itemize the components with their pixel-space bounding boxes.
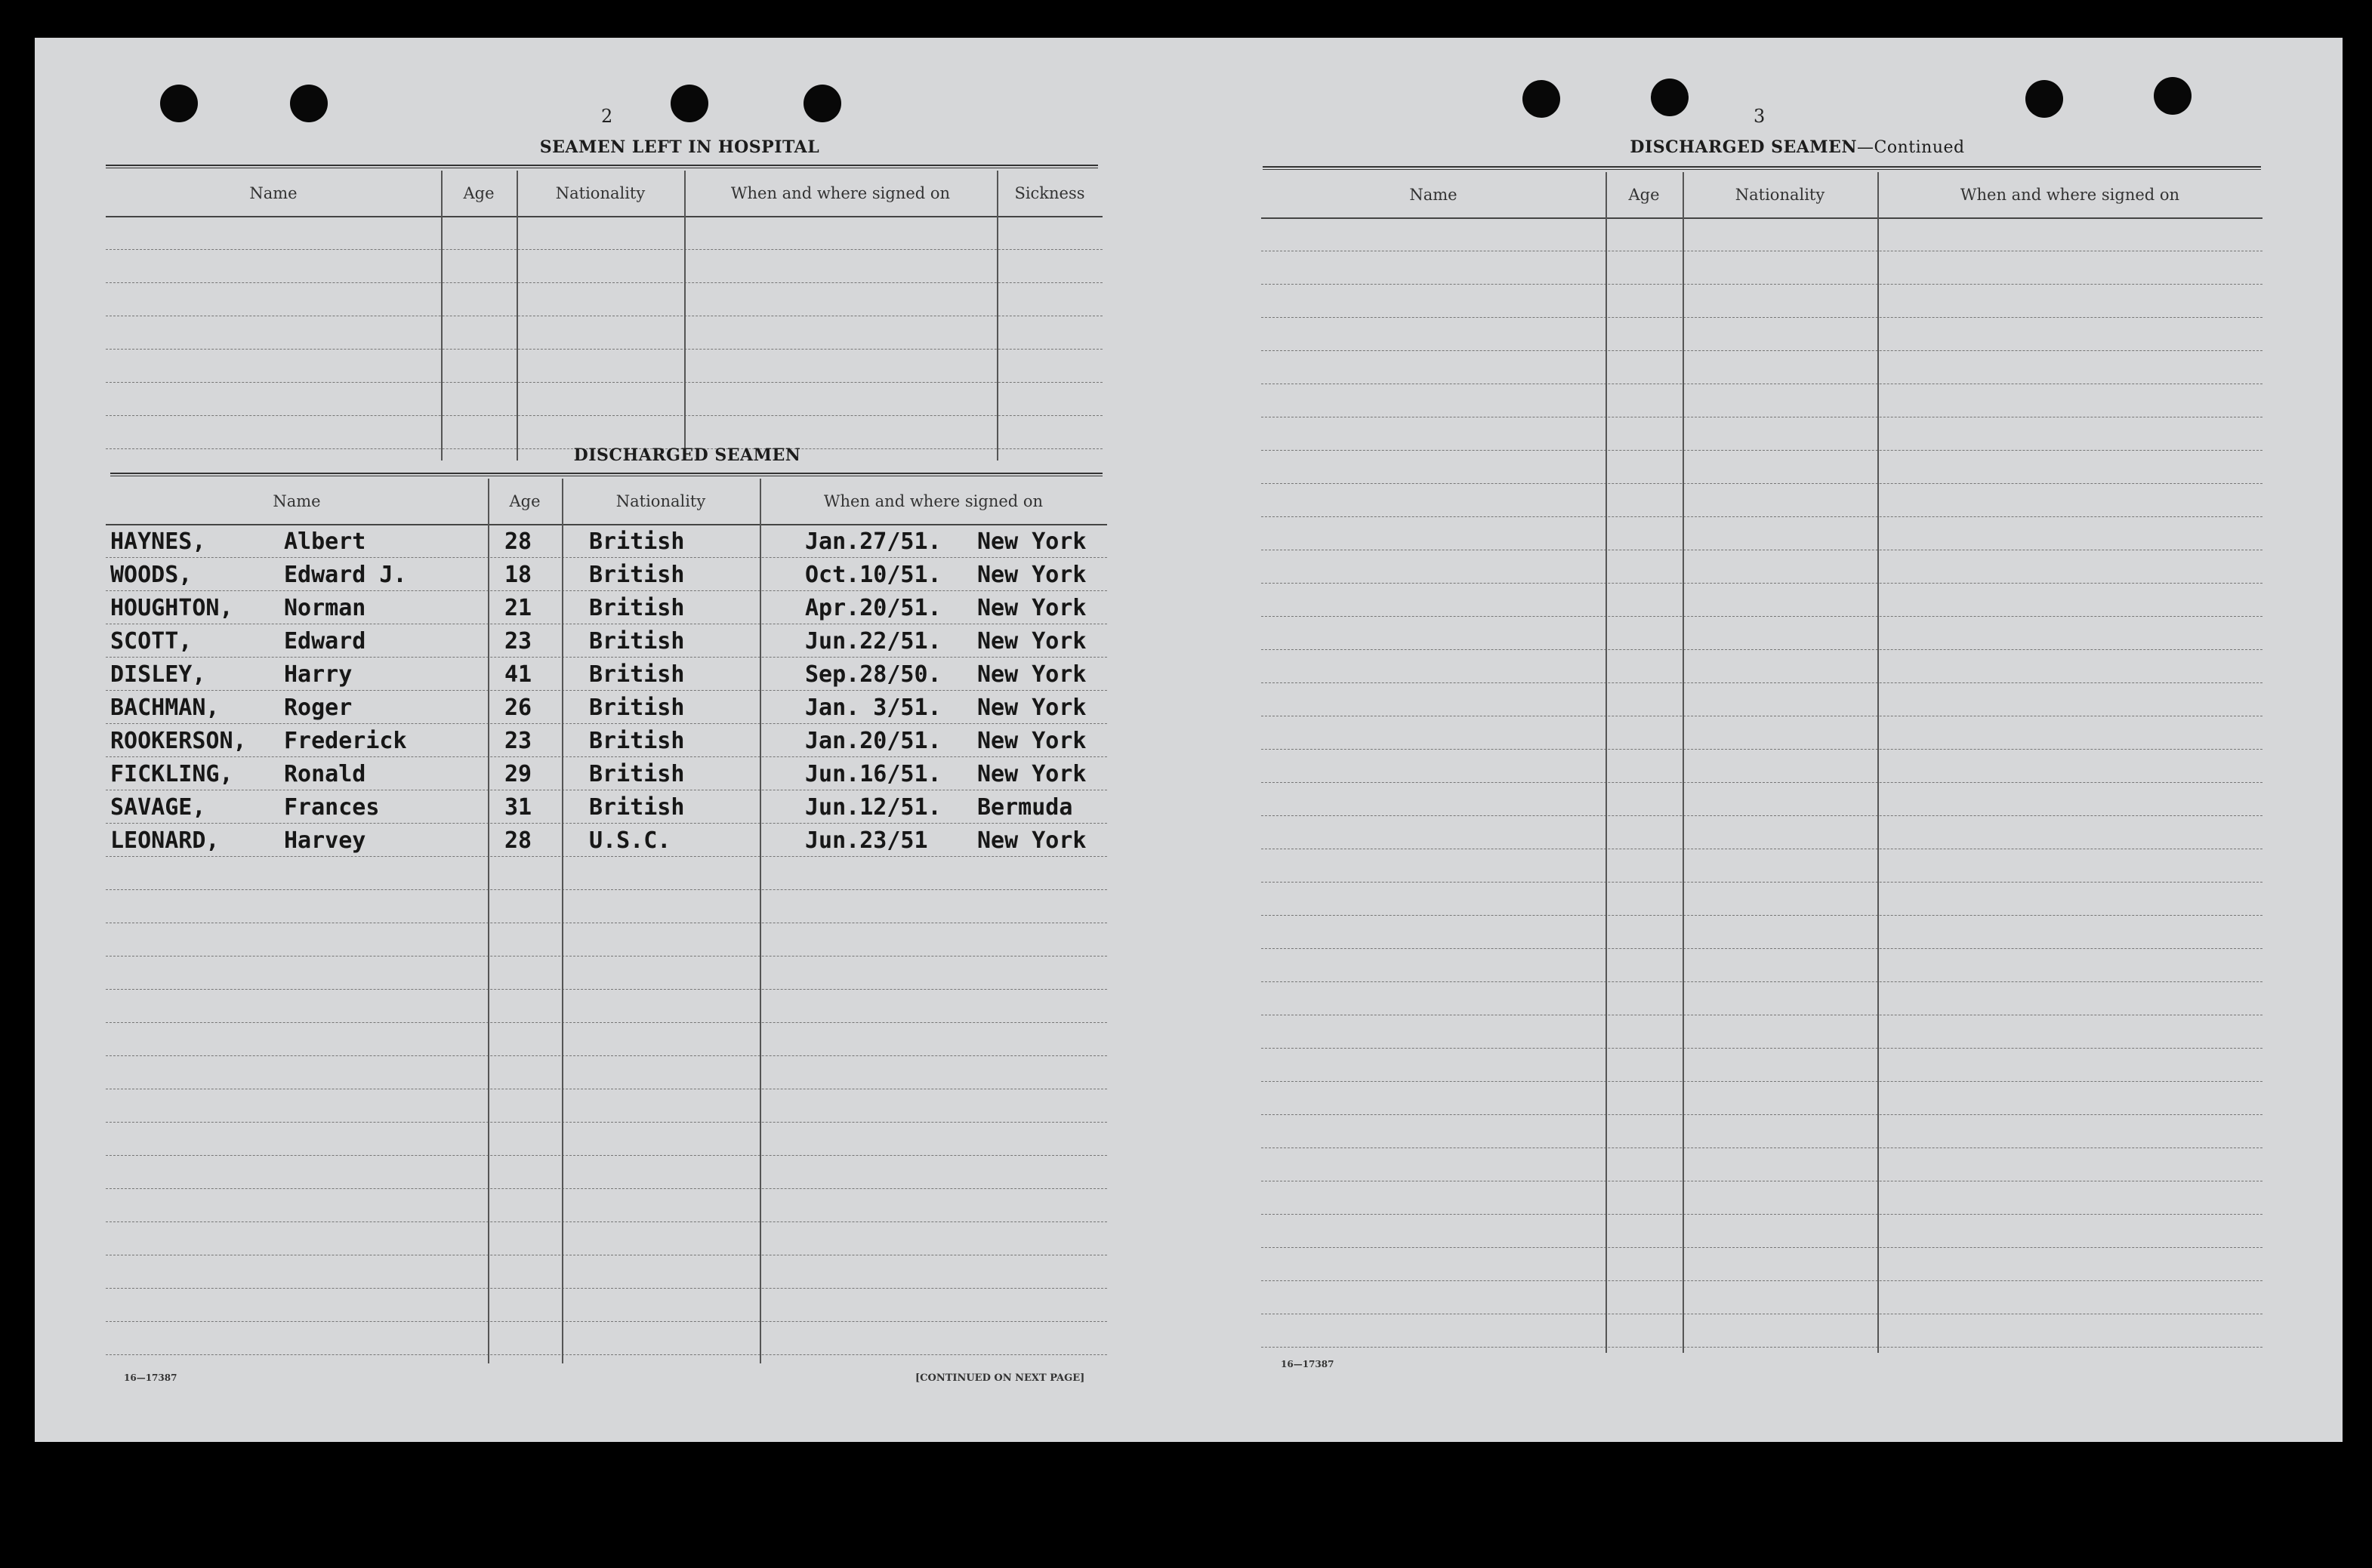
age-cell: 28 [504,827,532,854]
row-rule [106,1122,1107,1123]
right-page-title [1261,137,2333,157]
row-rule [106,1022,1107,1023]
discharged-table [106,479,1107,1363]
punch-hole [2025,80,2063,118]
discharged-continued-table [1261,172,2262,1353]
row-rule [1261,317,2262,318]
nationality-cell: British [589,695,685,721]
form-number-right: 16—17387 [1281,1359,1334,1369]
punch-hole [804,85,841,122]
given-name-cell: Frances [284,794,380,821]
table-row [106,595,1107,625]
date-cell: Jan. 3/51. [805,695,942,721]
row-rule [106,1155,1107,1156]
row-rule [106,349,1103,350]
nationality-cell: British [589,595,685,621]
punch-hole [160,85,198,122]
row-rule [1261,284,2262,285]
nationality-cell: U.S.C. [589,827,671,854]
row-rule [106,415,1103,416]
header-rule [1261,217,2262,219]
hospital-section-title: SEAMEN LEFT IN HOSPITAL [539,137,820,157]
punch-hole [1651,79,1689,116]
page-number-left: 2 [601,106,613,127]
surname-cell: FICKLING, [110,761,233,787]
table-row [106,827,1107,858]
given-name-cell: Norman [284,595,366,621]
surname-cell: BACHMAN, [110,695,220,721]
place-cell: New York [977,528,1087,555]
row-rule [1261,948,2262,949]
row-rule [1261,749,2262,750]
right-title-suffix: —Continued [1857,138,1965,157]
row-rule [106,989,1107,990]
row-rule [106,382,1103,383]
column-header: Name [273,492,321,510]
nationality-cell: British [589,528,685,555]
column-header: When and where signed on [1960,186,2180,204]
surname-cell: DISLEY, [110,661,206,688]
row-rule [1261,915,2262,916]
date-cell: Apr.20/51. [805,595,942,621]
table-row [106,628,1107,658]
given-name-cell: Ronald [284,761,366,787]
punch-hole [2154,77,2192,115]
age-cell: 29 [504,761,532,787]
hospital-table [106,171,1103,461]
nationality-cell: British [589,794,685,821]
age-cell: 23 [504,728,532,754]
given-name-cell: Frederick [284,728,407,754]
nationality-cell: British [589,661,685,688]
right-top-rule [1263,166,2261,170]
row-rule [106,1221,1107,1222]
form-number-left: 16—17387 [124,1372,177,1383]
place-cell: New York [977,562,1087,588]
row-rule [106,1188,1107,1189]
row-rule [1261,682,2262,683]
place-cell: Bermuda [977,794,1073,821]
column-header: Name [249,184,298,202]
place-cell: New York [977,695,1087,721]
age-cell: 18 [504,562,532,588]
row-rule [1261,981,2262,982]
age-cell: 31 [504,794,532,821]
header-rule [106,216,1103,217]
column-header: Name [1409,186,1457,204]
surname-cell: SAVAGE, [110,794,206,821]
given-name-cell: Edward J. [284,562,407,588]
table-row [106,528,1107,559]
surname-cell: WOODS, [110,562,193,588]
date-cell: Oct.10/51. [805,562,942,588]
place-cell: New York [977,728,1087,754]
page-number-right: 3 [1754,106,1766,127]
table-row [106,728,1107,758]
row-rule [1261,450,2262,451]
surname-cell: ROOKERSON, [110,728,247,754]
row-rule [1261,1247,2262,1248]
surname-cell: LEONARD, [110,827,220,854]
column-rule [517,171,518,461]
age-cell: 41 [504,661,532,688]
hospital-top-rule [106,165,1098,168]
row-rule [106,249,1103,250]
nationality-cell: British [589,562,685,588]
row-rule [1261,782,2262,783]
place-cell: New York [977,628,1087,655]
row-rule [106,1288,1107,1289]
row-rule [1261,882,2262,883]
row-rule [1261,1114,2262,1115]
column-header: Nationality [1735,186,1825,204]
place-cell: New York [977,595,1087,621]
nationality-cell: British [589,628,685,655]
header-rule [106,524,1107,525]
place-cell: New York [977,761,1087,787]
column-header: Age [509,492,541,510]
punch-hole [671,85,708,122]
column-rule [684,171,686,461]
surname-cell: SCOTT, [110,628,193,655]
given-name-cell: Albert [284,528,366,555]
date-cell: Jan.27/51. [805,528,942,555]
table-row [106,695,1107,725]
date-cell: Jun.22/51. [805,628,942,655]
manifest-sheet [35,38,2343,1442]
column-header: When and where signed on [823,492,1044,510]
given-name-cell: Harry [284,661,353,688]
date-cell: Jun.23/51 [805,827,928,854]
date-cell: Jan.20/51. [805,728,942,754]
age-cell: 23 [504,628,532,655]
nationality-cell: British [589,728,685,754]
row-rule [1261,1081,2262,1082]
row-rule [1261,1048,2262,1049]
column-header: When and where signed on [730,184,951,202]
date-cell: Jun.12/51. [805,794,942,821]
row-rule [106,1354,1107,1355]
given-name-cell: Roger [284,695,353,721]
row-rule [1261,616,2262,617]
table-row [106,661,1107,692]
age-cell: 26 [504,695,532,721]
row-rule [1261,649,2262,650]
column-header: Age [1628,186,1660,204]
surname-cell: HAYNES, [110,528,206,555]
row-rule [1261,815,2262,816]
place-cell: New York [977,827,1087,854]
column-rule [1605,172,1607,1353]
age-cell: 28 [504,528,532,555]
row-rule [106,1321,1107,1322]
nationality-cell: British [589,761,685,787]
column-rule [997,171,998,461]
punch-hole [1522,80,1560,118]
row-rule [1261,350,2262,351]
row-rule [1261,1347,2262,1348]
row-rule [1261,1280,2262,1281]
age-cell: 21 [504,595,532,621]
continued-note: [CONTINUED ON NEXT PAGE] [915,1372,1085,1384]
column-header: Nationality [615,492,706,510]
table-row [106,562,1107,592]
row-rule [106,282,1103,283]
date-cell: Jun.16/51. [805,761,942,787]
row-rule [106,1055,1107,1056]
date-cell: Sep.28/50. [805,661,942,688]
row-rule [1261,1214,2262,1215]
table-row [106,761,1107,791]
column-header: Nationality [555,184,646,202]
column-rule [1877,172,1879,1353]
row-rule [106,956,1107,957]
row-rule [1261,583,2262,584]
surname-cell: HOUGHTON, [110,595,233,621]
row-rule [106,889,1107,890]
column-header: Age [463,184,495,202]
table-row [106,794,1107,824]
given-name-cell: Edward [284,628,366,655]
punch-hole [290,85,328,122]
column-rule [441,171,443,461]
discharged-top-rule [110,473,1103,476]
row-rule [1261,516,2262,517]
column-rule [1683,172,1684,1353]
place-cell: New York [977,661,1087,688]
right-title-main: DISCHARGED SEAMEN [1630,137,1858,157]
row-rule [1261,483,2262,484]
given-name-cell: Harvey [284,827,366,854]
column-header: Sickness [1014,184,1085,202]
discharged-section-title: DISCHARGED SEAMEN [573,445,801,465]
